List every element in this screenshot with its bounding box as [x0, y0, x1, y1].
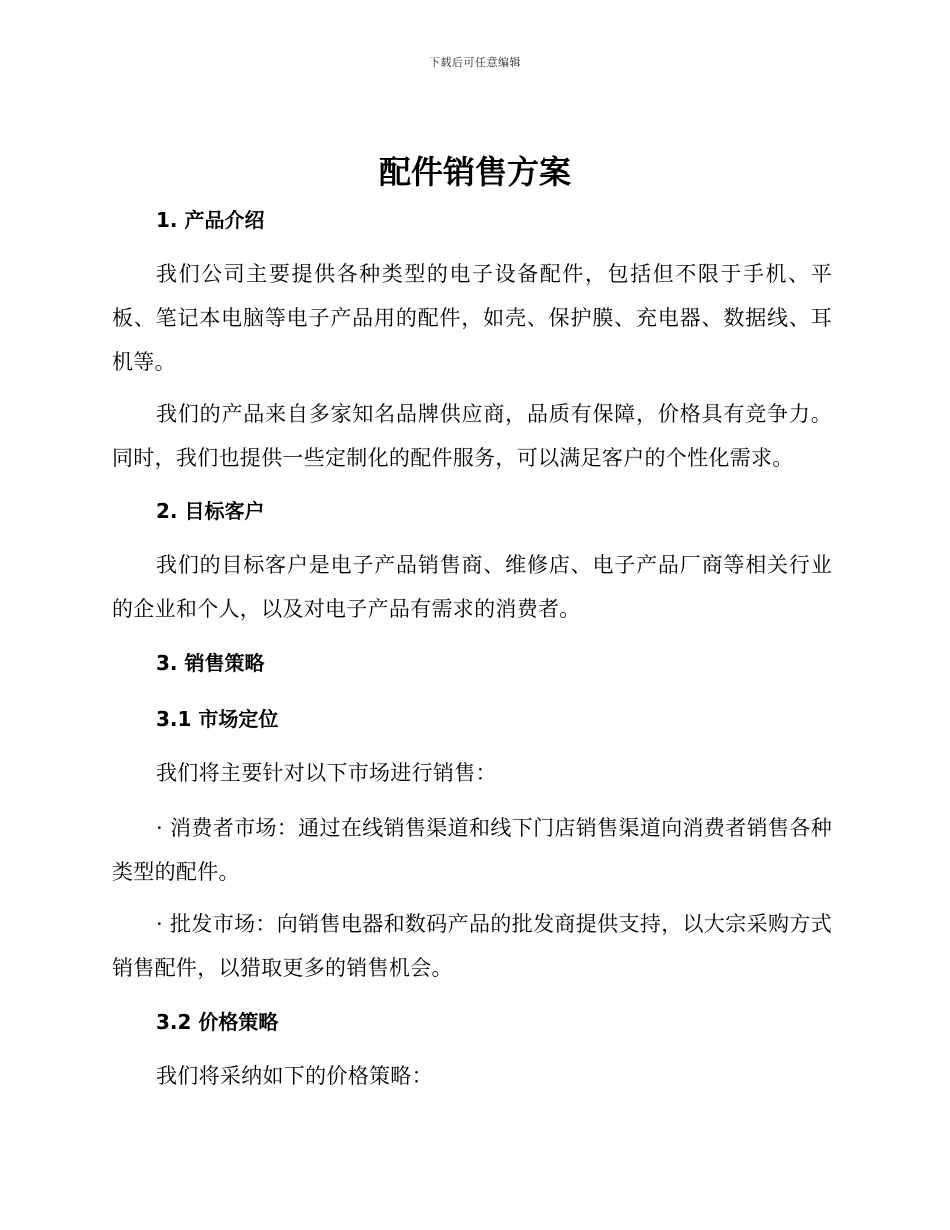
- section-3-1-heading-block: [112, 705, 832, 733]
- document-title: 配件销售方案: [378, 153, 571, 191]
- paragraph-product-intro-1: 我们公司主要提供各种类型的电子设备配件，包括但不限于手机、平板、笔记本电脑等电子产品用的配件，如壳、保护膜、充电器、数据线、耳机等。: [112, 262, 832, 374]
- section-3-2-heading-block: [112, 1008, 832, 1036]
- section-2-heading-block: [112, 497, 832, 525]
- section-3-heading-block: [112, 649, 832, 677]
- section-heading-target-customers: 2. 目标客户: [156, 499, 265, 523]
- paragraph-product-intro-2: 我们的产品来自多家知名品牌供应商，品质有保障，价格具有竞争力。同时，我们也提供一些定制化的配件服务，可以满足客户的个性化需求。: [112, 402, 832, 470]
- section-heading-market-positioning: 3.1 市场定位: [156, 707, 279, 731]
- section-1-paragraph-2-block: [112, 392, 832, 480]
- paragraph-target-customers: 我们的目标客户是电子产品销售商、维修店、电子产品厂商等相关行业的企业和个人，以及对电子产品有需求的消费者。: [112, 553, 832, 621]
- paragraph-pricing-intro: 我们将采纳如下的价格策略：: [156, 1064, 433, 1088]
- section-3-1-paragraph-1-block: [112, 751, 832, 795]
- section-1-paragraph-1-block: [112, 252, 832, 384]
- section-3-1-paragraph-2-block: [112, 806, 832, 894]
- section-3-1-paragraph-3-block: [112, 902, 832, 990]
- paragraph-wholesale-market: · 批发市场：向销售电器和数码产品的批发商提供支持，以大宗采购方式销售配件，以猎取更多的销售机会。: [112, 912, 832, 980]
- section-heading-sales-strategy: 3. 销售策略: [156, 651, 265, 675]
- section-heading-pricing-strategy: 3.2 价格策略: [156, 1010, 279, 1034]
- paragraph-consumer-market: · 消费者市场：通过在线销售渠道和线下门店销售渠道向消费者销售各种类型的配件。: [112, 816, 832, 884]
- header-note: 下载后可任意编辑: [429, 56, 521, 69]
- section-heading-product-intro: 1. 产品介绍: [156, 208, 265, 232]
- paragraph-market-intro: 我们将主要针对以下市场进行销售：: [156, 761, 497, 785]
- section-2-paragraph-block: [112, 543, 832, 631]
- section-1-heading-block: [112, 206, 832, 234]
- section-3-2-paragraph-block: [112, 1054, 832, 1098]
